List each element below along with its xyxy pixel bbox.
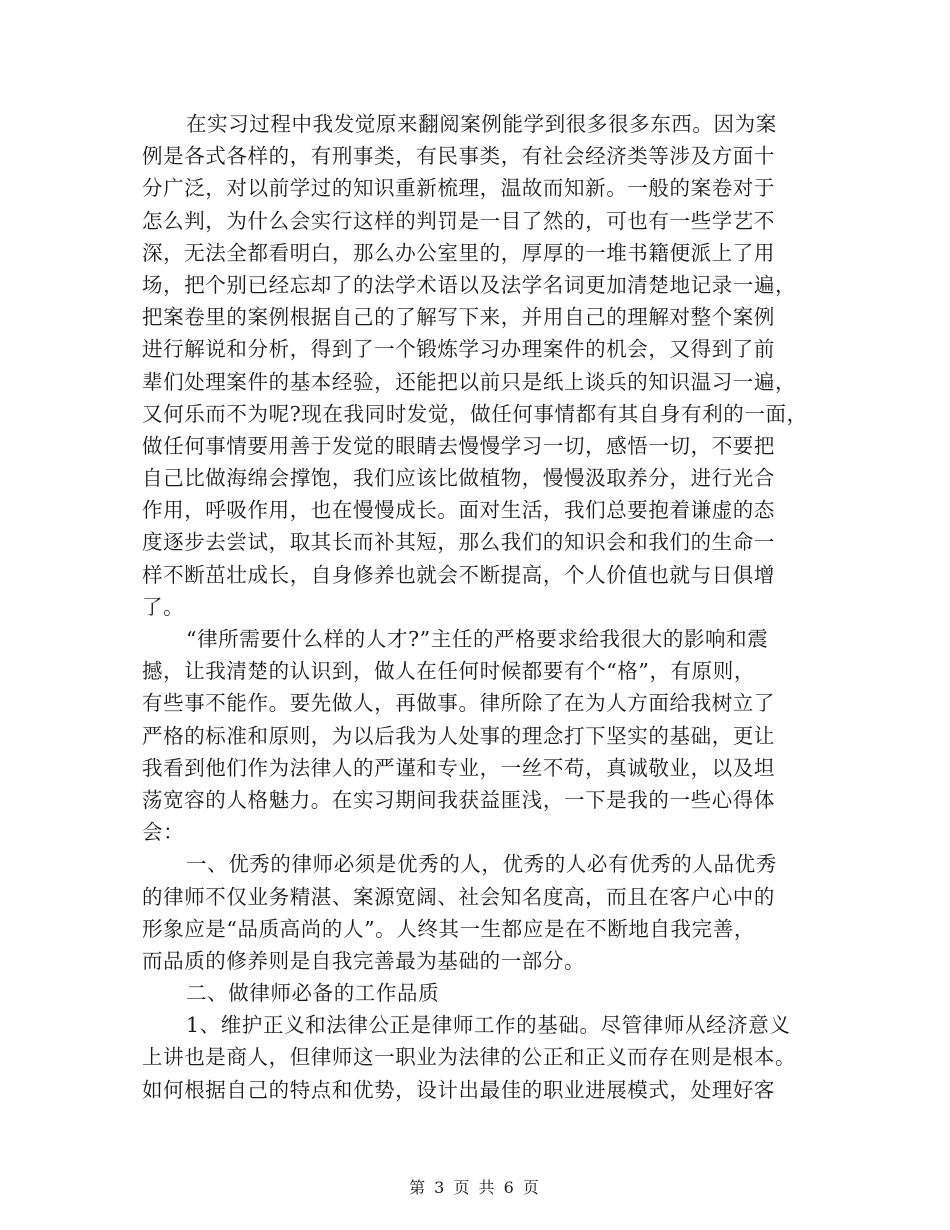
text-line: 场，把个别已经忘却了的法学术语以及法学名词更加清楚地记录一遍， [142, 272, 797, 297]
text-line: 做任何事情要用善于发觉的眼睛去慢慢学习一切，感悟一切，不要把 [142, 433, 775, 458]
document-body [142, 108, 814, 1106]
text-line: 把案卷里的案例根据自己的了解写下来，并用自己的理解对整个案例 [142, 305, 775, 330]
text-line: 深，无法全都看明白，那么办公室里的，厚厚的一堆书籍便派上了用 [142, 240, 775, 265]
text-line: 怎么判，为什么会实行这样的判罚是一目了然的，可也有一些学艺不 [142, 208, 775, 233]
text-line: 形象应是“品质高尚的人”。人终其一生都应是在不断地自我完善， [142, 916, 755, 941]
text-line: 例是各式各样的，有刑事类，有民事类，有社会经济类等涉及方面十 [142, 144, 775, 169]
text-line: 我看到他们作为法律人的严谨和专业，一丝不苟，真诚敬业，以及坦 [142, 755, 775, 780]
text-line: 1、维护正义和法律公正是律师工作的基础。尽管律师从经济意义 [186, 1013, 791, 1038]
text-line: 又何乐而不为呢?现在我同时发觉，做任何事情都有其自身有利的一面， [142, 401, 808, 426]
text-line: 分广泛，对以前学过的知识重新梳理，温故而知新。一般的案卷对于 [142, 176, 775, 201]
text-line: 度逐步去尝试，取其长而补其短，那么我们的知识会和我们的生命一 [142, 530, 775, 555]
text-line: 严格的标准和原则，为以后我为人处事的理念打下坚实的基础，更让 [142, 723, 775, 748]
text-line: 作用，呼吸作用，也在慢慢成长。面对生活，我们总要抱着谦虚的态 [142, 498, 775, 523]
text-line: 而品质的修养则是自我完善最为基础的一部分。 [142, 948, 586, 973]
text-line: 上讲也是商人，但律师这一职业为法律的公正和正义而存在则是根本。 [142, 1045, 797, 1070]
text-line: 撼，让我清楚的认识到，做人在任何时候都要有个“格”，有原则， [142, 659, 755, 684]
text-line: 自己比做海绵会撑饱，我们应该比做植物，慢慢汲取养分，进行光合 [142, 466, 775, 491]
text-line: 荡宽容的人格魅力。在实习期间我获益匪浅，一下是我的一些心得体 [142, 787, 775, 812]
text-line: 样不断茁壮成长，自身修养也就会不断提高，个人价值也就与日俱增 [142, 562, 775, 587]
text-line: 如何根据自己的特点和优势，设计出最佳的职业进展模式，处理好客 [142, 1077, 775, 1102]
text-line: 辈们处理案件的基本经验，还能把以前只是纸上谈兵的知识温习一遍， [142, 369, 797, 394]
text-line: 有些事不能作。要先做人，再做事。律所除了在为人方面给我树立了 [142, 691, 775, 716]
text-line: 在实习过程中我发觉原来翻阅案例能学到很多很多东西。因为案 [186, 112, 777, 136]
text-line: 了。 [142, 594, 185, 619]
text-line: 二、做律师必备的工作品质 [186, 981, 440, 1006]
page-number-footer: 第 3 页 共 6 页 [409, 1178, 541, 1197]
text-line: 会： [142, 820, 185, 845]
text-line: 一、优秀的律师必须是优秀的人，优秀的人必有优秀的人品优秀 [186, 852, 777, 877]
text-line: 的律师不仅业务精湛、案源宽阔、社会知名度高，而且在客户心中的 [142, 884, 775, 909]
text-line: “律所需要什么样的人才?”主任的严格要求给我很大的影响和震 [186, 627, 769, 651]
text-line: 进行解说和分析，得到了一个锻炼学习办理案件的机会，又得到了前 [142, 337, 775, 362]
